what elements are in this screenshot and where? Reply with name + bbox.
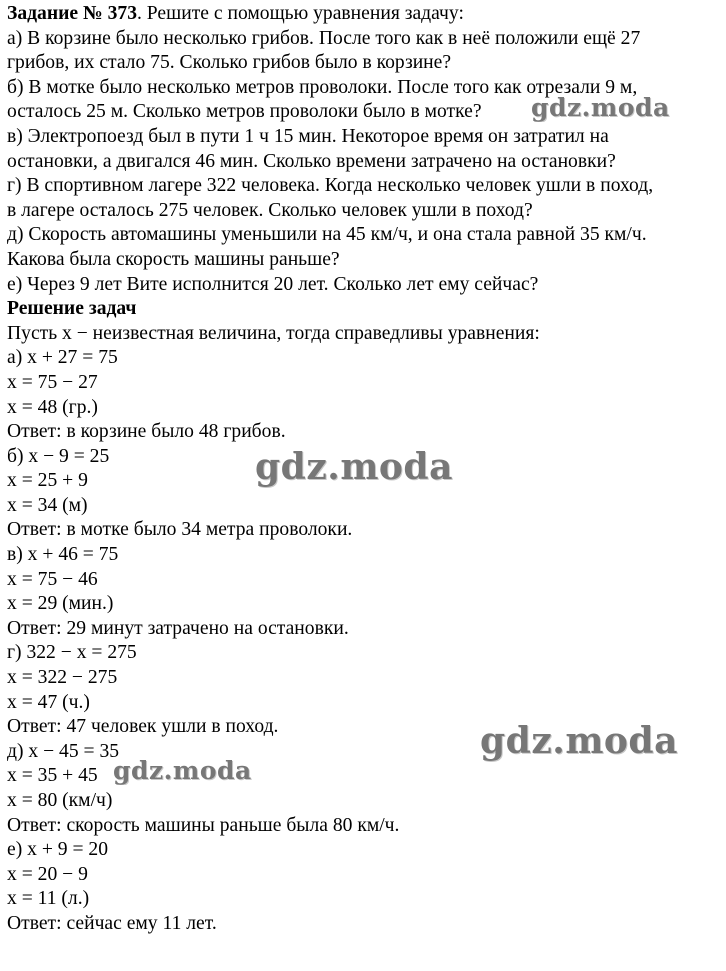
solution-line: x = 29 (мин.) (7, 593, 114, 615)
solution-line: x = 48 (гр.) (7, 396, 98, 418)
task-line: д) Скорость автомашины уменьшили на 45 км/ч, и она стала равной 35 км/ч. (7, 224, 647, 246)
solution-line: б) x − 9 = 25 (7, 445, 110, 467)
solution-line: x = 25 + 9 (7, 470, 88, 492)
solution-line: Пусть x − неизвестная величина, тогда справедливы уравнения: (7, 322, 540, 344)
solution-answer: Ответ: 29 минут затрачено на остановки. (7, 617, 349, 639)
watermark: gdz.moda (113, 756, 252, 785)
solution-line: x = 322 − 275 (7, 667, 118, 689)
task-list (7, 27, 723, 298)
solution-line: е) x + 9 = 20 (7, 839, 109, 861)
solution-line: x = 75 − 46 (7, 568, 98, 590)
solution-line: x = 75 − 27 (7, 371, 98, 393)
solution-line: x = 20 − 9 (7, 863, 88, 885)
solution-line: г) 322 − x = 275 (7, 642, 137, 664)
solution-answer: Ответ: 47 человек ушли в поход. (7, 716, 279, 738)
solution-line: x = 11 (л.) (7, 888, 90, 910)
task-line: в) Электропоезд был в пути 1 ч 15 мин. Некоторое время он затратил на (7, 125, 609, 147)
task-line: е) Через 9 лет Вите исполнится 20 лет. Сколько лет ему сейчас? (7, 273, 539, 295)
task-number: Задание № 373 (7, 3, 137, 24)
solution-line: д) x − 45 = 35 (7, 740, 120, 762)
solution-list (7, 322, 723, 937)
solution-line: x = 80 (км/ч) (7, 790, 113, 811)
task-line: остановки, а двигался 46 мин. Сколько времени затрачено на остановки? (7, 150, 616, 172)
solution-heading: Решение задач (7, 298, 137, 320)
task-line: грибов, их стало 75. Сколько грибов было в корзине? (7, 52, 452, 74)
task-line: Какова была скорость машины раньше? (7, 248, 340, 270)
solution-line: x = 47 (ч.) (7, 691, 90, 713)
solution-line: а) x + 27 = 75 (7, 347, 118, 369)
solution-answer: Ответ: в мотке было 34 метра проволоки. (7, 519, 353, 541)
watermark: gdz.moda (531, 93, 670, 122)
solution-line: в) x + 46 = 75 (7, 544, 119, 566)
watermark: gdz.moda (480, 720, 678, 762)
task-line: б) В мотке было несколько метров проволоки. После того как отрезали 9 м, (7, 76, 638, 98)
solution-line: x = 34 (м) (7, 494, 88, 516)
solution-answer: Ответ: сейчас ему 11 лет. (7, 912, 217, 934)
task-line: г) В спортивном лагере 322 человека. Когда несколько человек ушли в поход, (7, 175, 654, 197)
watermark: gdz.moda (255, 446, 453, 488)
solution-line: x = 35 + 45 (7, 765, 98, 787)
task-header (7, 2, 723, 27)
task-line: а) В корзине было несколько грибов. После того как в неё положили ещё 27 (7, 27, 641, 49)
solution-answer: Ответ: скорость машины раньше была 80 км/ч. (7, 814, 400, 836)
solution-answer: Ответ: в корзине было 48 грибов. (7, 421, 286, 443)
task-line: в лагере осталось 275 человек. Сколько человек ушли в поход? (7, 199, 533, 221)
task-line: осталось 25 м. Сколько метров проволоки было в мотке? (7, 101, 482, 123)
task-intro: . Решите с помощью уравнения задачу: (137, 3, 464, 24)
